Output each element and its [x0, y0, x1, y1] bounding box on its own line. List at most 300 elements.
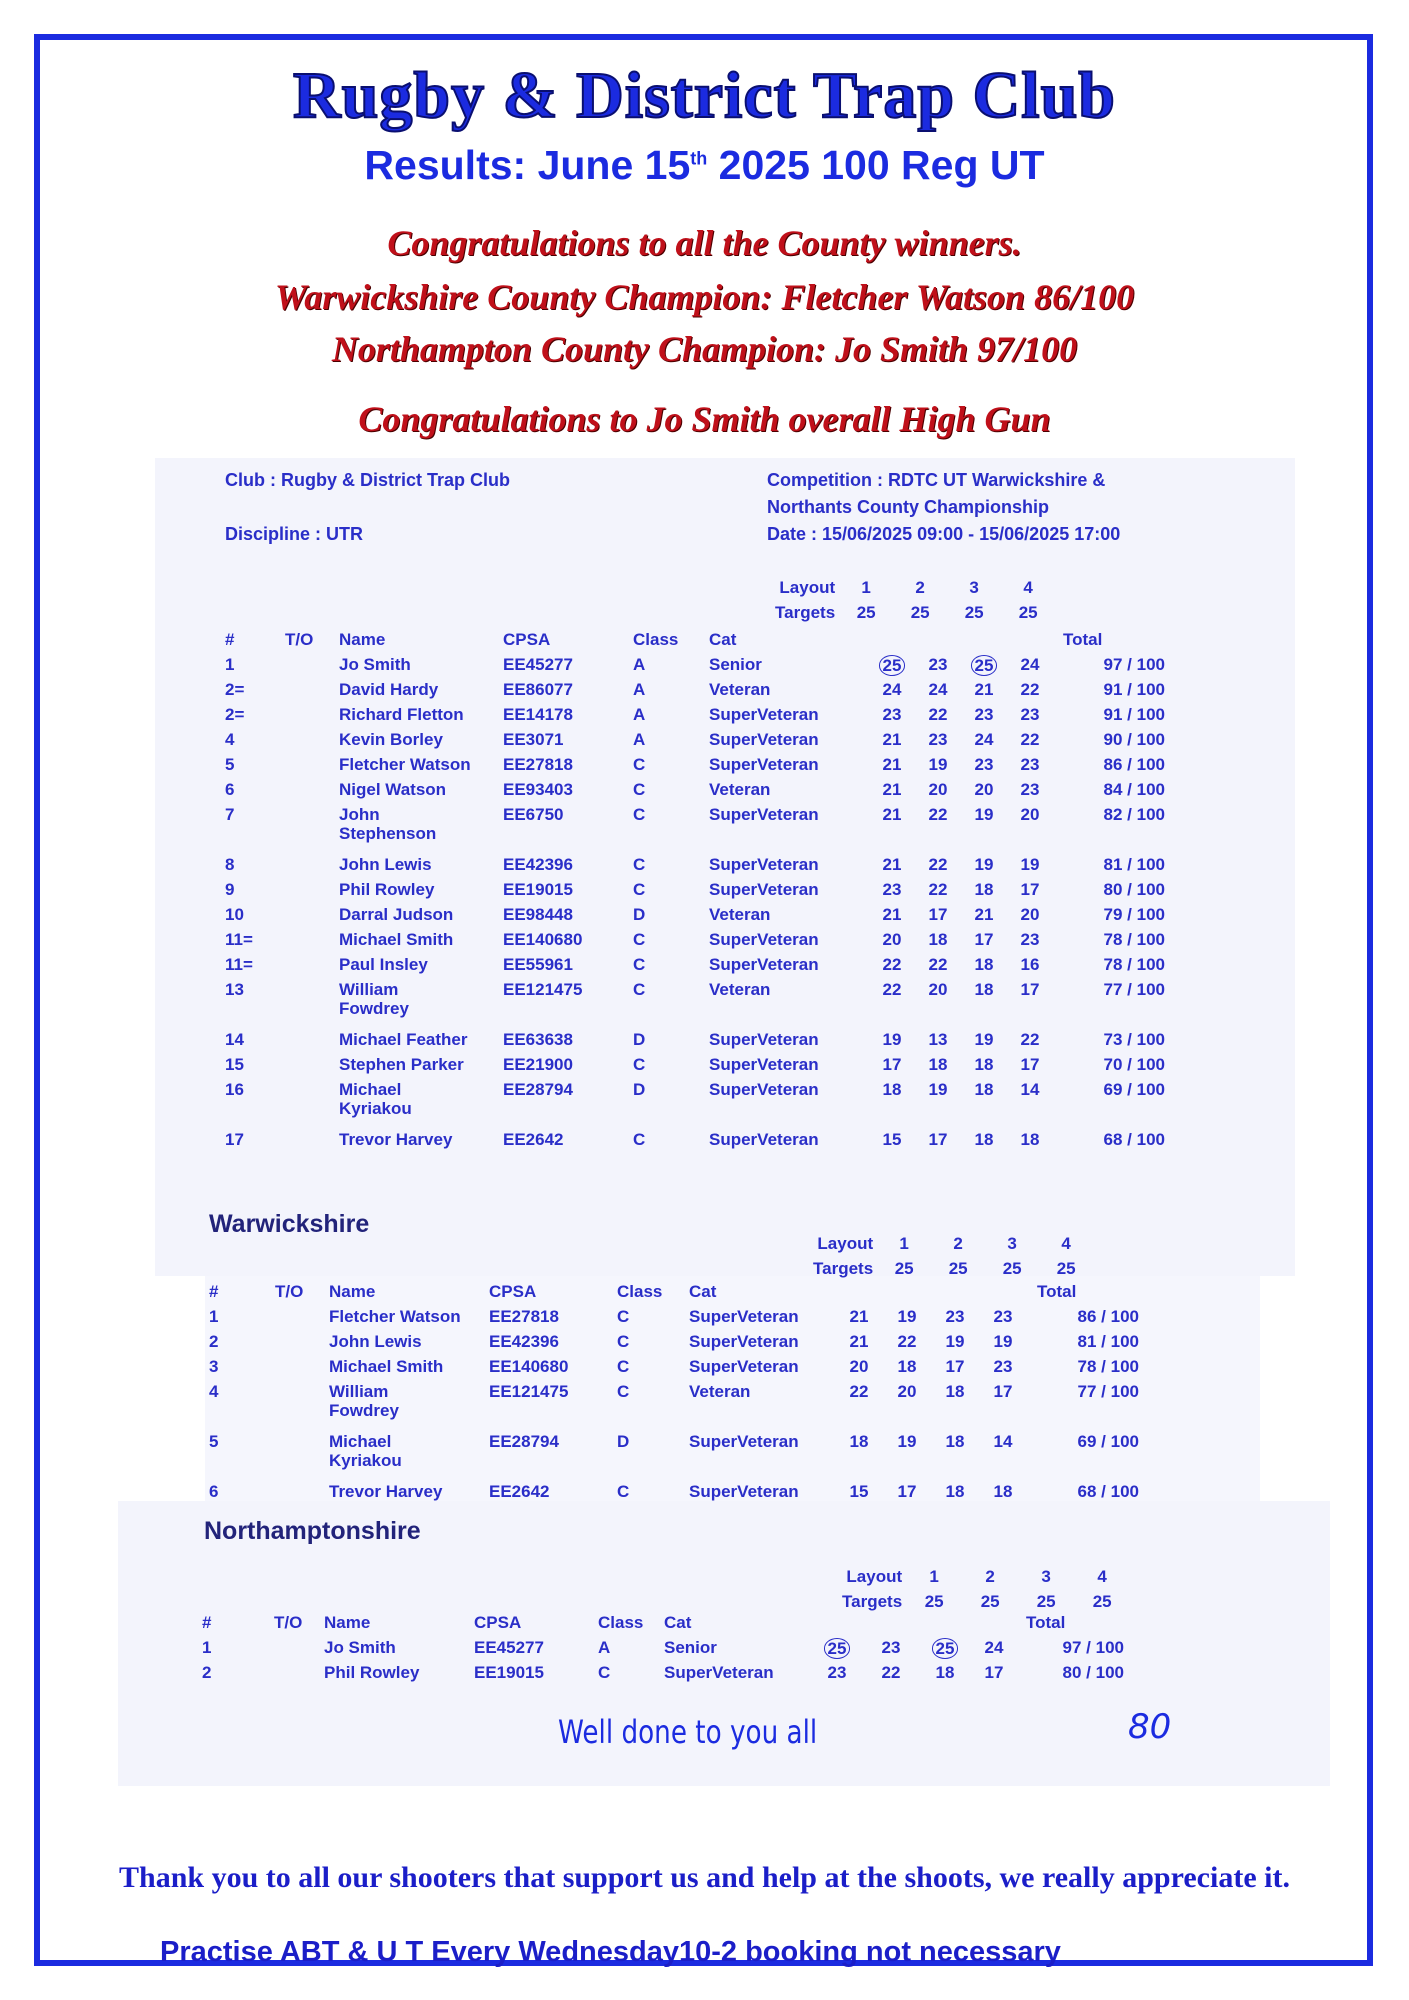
position-cell: 2= — [225, 705, 245, 724]
shooter-name: Jo Smith — [324, 1638, 396, 1657]
class-cell: C — [633, 855, 646, 874]
class-cell: C — [617, 1332, 630, 1351]
name-cell — [335, 1130, 499, 1155]
subtitle-event: 2025 100 Reg UT — [707, 142, 1045, 188]
total-cell: 80 / 100 — [1062, 1663, 1124, 1682]
class-cell: C — [633, 1055, 646, 1074]
total-cell: 90 / 100 — [1103, 730, 1165, 749]
table-row — [198, 1638, 1128, 1663]
class-cell: C — [633, 1130, 646, 1149]
table-row — [221, 880, 1169, 905]
to-cell — [271, 1332, 325, 1357]
score-layout-1: 23 — [882, 880, 902, 899]
overall-results-sheet — [155, 458, 1295, 1276]
position-cell: 6 — [209, 1482, 219, 1501]
to-cell — [281, 1130, 335, 1155]
cpsa-cell: EE140680 — [489, 1357, 569, 1376]
score-layout-1 — [810, 1638, 864, 1663]
col-position: # — [202, 1613, 212, 1632]
score-layout-1: 21 — [882, 905, 902, 924]
competition-label: Competition : RDTC UT Warwickshire & — [767, 470, 1106, 490]
table-row — [221, 1055, 1169, 1080]
category-cell: SuperVeteran — [709, 730, 819, 749]
shooter-name: Phil Rowley — [339, 880, 435, 899]
table-row — [221, 1130, 1169, 1155]
category-cell: Veteran — [689, 1382, 751, 1401]
table-row — [221, 855, 1169, 880]
score-layout-1: 21 — [882, 730, 902, 749]
score-layout-3: 19 — [974, 805, 994, 824]
col-total: Total — [1037, 1282, 1077, 1301]
score-layout-3 — [961, 655, 1007, 680]
northamptonshire-results-table — [198, 1613, 1128, 1688]
layout-3: 3 — [1041, 1567, 1051, 1586]
position-cell: 4 — [209, 1382, 219, 1401]
cpsa-cell: EE27818 — [503, 755, 573, 774]
layout-3: 3 — [969, 578, 979, 597]
cpsa-cell: EE27818 — [489, 1307, 559, 1326]
score-layout-2: 18 — [897, 1357, 917, 1376]
shooter-name: Kevin Borley — [339, 730, 443, 749]
targets-1: 25 — [856, 603, 876, 622]
to-cell — [281, 1055, 335, 1080]
thank-you-message: Thank you to all our shooters that support us and help at the shoots, we really appreciate it. — [119, 1861, 1290, 1894]
cpsa-cell: EE63638 — [503, 1030, 573, 1049]
name-cell — [335, 730, 499, 755]
to-cell — [281, 930, 335, 955]
score-layout-3: 23 — [945, 1307, 965, 1326]
position-cell: 1 — [225, 655, 235, 674]
score-layout-2: 23 — [928, 730, 948, 749]
to-cell — [281, 805, 335, 855]
score-layout-4: 23 — [993, 1307, 1013, 1326]
class-cell: C — [617, 1482, 630, 1501]
category-cell: Senior — [709, 655, 762, 674]
col-name: Name — [324, 1613, 371, 1632]
score-layout-1 — [869, 655, 915, 680]
to-cell — [281, 655, 335, 680]
score-layout-1: 18 — [882, 1080, 902, 1099]
score-layout-4: 22 — [1020, 1030, 1040, 1049]
total-cell: 84 / 100 — [1103, 780, 1165, 799]
class-cell: C — [633, 805, 646, 824]
category-cell: Veteran — [709, 680, 771, 699]
shooter-name: Paul Insley — [339, 955, 428, 974]
position-cell: 2= — [225, 680, 245, 699]
score-layout-4: 23 — [1020, 755, 1040, 774]
total-cell: 91 / 100 — [1103, 680, 1165, 699]
name-cell — [335, 880, 499, 905]
score-layout-3: 19 — [974, 855, 994, 874]
position-cell: 9 — [225, 880, 235, 899]
table-row — [221, 1080, 1169, 1130]
total-cell: 78 / 100 — [1103, 955, 1165, 974]
score-layout-3 — [918, 1638, 972, 1663]
cpsa-cell: EE2642 — [489, 1482, 550, 1501]
to-cell — [281, 955, 335, 980]
table-row — [205, 1432, 1143, 1482]
targets-label: Targets — [813, 1259, 874, 1278]
total-cell: 86 / 100 — [1103, 755, 1165, 774]
shooter-surname: Fowdrey — [339, 999, 409, 1018]
table-row — [221, 705, 1169, 730]
class-cell: C — [633, 780, 646, 799]
shooter-surname: Fowdrey — [329, 1401, 399, 1420]
northamptonshire-results-sheet — [118, 1501, 1330, 1786]
total-cell: 80 / 100 — [1103, 880, 1165, 899]
table-row — [221, 755, 1169, 780]
northamptonshire-layout-header — [838, 1567, 1130, 1617]
col-to: T/O — [285, 630, 314, 649]
col-to: T/O — [275, 1282, 304, 1301]
category-cell: SuperVeteran — [689, 1432, 799, 1451]
to-cell — [281, 1080, 335, 1130]
class-cell: C — [617, 1382, 630, 1401]
discipline-label: Discipline : UTR — [225, 524, 364, 544]
score-layout-2: 22 — [928, 855, 948, 874]
total-cell: 86 / 100 — [1077, 1307, 1139, 1326]
table-row — [198, 1663, 1128, 1688]
layout-1: 1 — [899, 1234, 909, 1253]
name-cell — [335, 955, 499, 980]
table-row — [221, 980, 1169, 1030]
score-layout-2: 17 — [928, 1130, 948, 1149]
name-cell — [335, 905, 499, 930]
to-cell — [271, 1357, 325, 1382]
score-layout-4: 19 — [1020, 855, 1040, 874]
targets-4: 25 — [1092, 1592, 1112, 1611]
position-cell: 2 — [202, 1663, 212, 1682]
col-class: Class — [633, 630, 679, 649]
score-layout-2: 18 — [928, 930, 948, 949]
to-cell — [281, 1030, 335, 1055]
position-cell: 10 — [225, 905, 244, 924]
score-layout-3: 18 — [935, 1663, 955, 1682]
name-cell — [325, 1357, 485, 1382]
cpsa-cell: EE2642 — [503, 1130, 564, 1149]
practise-schedule: Practise ABT & U T Every Wednesday10-2 booking not necessary — [160, 1936, 1061, 1968]
score-layout-1: 20 — [849, 1357, 869, 1376]
cpsa-cell: EE42396 — [503, 855, 573, 874]
total-cell: 82 / 100 — [1103, 805, 1165, 824]
score-layout-4: 17 — [1020, 880, 1040, 899]
score-layout-2: 23 — [928, 655, 948, 674]
shooter-name: Michael Feather — [339, 1030, 468, 1049]
class-cell: A — [633, 680, 646, 699]
layout-2: 2 — [953, 1234, 963, 1253]
warwickshire-results-sheet — [205, 1210, 1260, 1501]
class-cell: A — [633, 655, 646, 674]
to-cell — [271, 1382, 325, 1432]
position-cell: 8 — [225, 855, 235, 874]
score-layout-3: 19 — [974, 1030, 994, 1049]
name-cell — [325, 1382, 485, 1432]
category-cell: SuperVeteran — [709, 805, 819, 824]
overall-results-table — [221, 630, 1169, 1155]
col-name: Name — [329, 1282, 376, 1301]
layout-1: 1 — [861, 578, 871, 597]
class-cell: D — [633, 1080, 646, 1099]
class-cell: A — [633, 705, 646, 724]
to-cell — [270, 1638, 320, 1663]
shooter-name: Michael — [339, 1080, 402, 1099]
class-cell: D — [633, 905, 646, 924]
score-layout-4: 18 — [1020, 1130, 1040, 1149]
shooter-name: Darral Judson — [339, 905, 454, 924]
shooter-name: Michael Smith — [339, 930, 454, 949]
position-cell: 4 — [225, 730, 235, 749]
score-layout-3: 17 — [974, 930, 994, 949]
layout-3: 3 — [1007, 1234, 1017, 1253]
shooter-name: Fletcher Watson — [329, 1307, 461, 1326]
cpsa-cell: EE55961 — [503, 955, 573, 974]
name-cell — [335, 755, 499, 780]
category-cell: SuperVeteran — [664, 1663, 774, 1682]
score-layout-3: 18 — [974, 980, 994, 999]
total-cell: 77 / 100 — [1077, 1382, 1139, 1401]
score-layout-4: 20 — [1020, 905, 1040, 924]
total-cell: 97 / 100 — [1062, 1638, 1124, 1657]
layout-1: 1 — [929, 1567, 939, 1586]
table-row — [205, 1332, 1143, 1357]
congrats-county-winners: Congratulations to all the County winners. — [387, 223, 1022, 263]
category-cell: SuperVeteran — [709, 1030, 819, 1049]
position-cell: 14 — [225, 1030, 244, 1049]
category-cell: SuperVeteran — [709, 880, 819, 899]
score-layout-1: 18 — [849, 1432, 869, 1451]
total-cell: 68 / 100 — [1103, 1130, 1165, 1149]
to-cell — [281, 680, 335, 705]
score-layout-4: 23 — [1020, 930, 1040, 949]
targets-label: Targets — [775, 603, 836, 622]
name-cell — [335, 930, 499, 955]
name-cell — [335, 680, 499, 705]
score-layout-1: 15 — [882, 1130, 902, 1149]
position-cell: 13 — [225, 980, 244, 999]
score-layout-3: 21 — [974, 905, 994, 924]
high-gun-congrats: Congratulations to Jo Smith overall High Gun — [358, 399, 1051, 439]
table-row — [205, 1357, 1143, 1382]
score-layout-3: 17 — [945, 1357, 965, 1376]
shooter-name: Fletcher Watson — [339, 755, 471, 774]
cpsa-cell: EE45277 — [503, 655, 573, 674]
warwickshire-results-table — [205, 1282, 1143, 1507]
cpsa-cell: EE86077 — [503, 680, 573, 699]
score-layout-2: 20 — [928, 980, 948, 999]
total-cell: 69 / 100 — [1077, 1432, 1139, 1451]
class-cell: A — [598, 1638, 611, 1657]
cpsa-cell: EE98448 — [503, 905, 573, 924]
position-cell: 3 — [209, 1357, 219, 1376]
position-cell: 16 — [225, 1080, 244, 1099]
col-total: Total — [1063, 630, 1103, 649]
layout-label: Layout — [817, 1234, 874, 1253]
warwickshire-layout-header — [809, 1234, 1093, 1284]
class-cell: C — [598, 1663, 611, 1682]
layout-4: 4 — [1023, 578, 1033, 597]
cpsa-cell: EE45277 — [474, 1638, 544, 1657]
cpsa-cell: EE42396 — [489, 1332, 559, 1351]
score-layout-1: 21 — [882, 805, 902, 824]
shooter-name: John Lewis — [329, 1332, 422, 1351]
col-cpsa: CPSA — [474, 1613, 522, 1632]
category-cell: Veteran — [709, 905, 771, 924]
to-cell — [281, 755, 335, 780]
score-layout-1: 23 — [827, 1663, 847, 1682]
score-layout-1: 23 — [882, 705, 902, 724]
name-cell — [335, 1055, 499, 1080]
score-layout-3: 18 — [974, 1080, 994, 1099]
layout-targets-header — [771, 578, 1055, 628]
position-cell: 5 — [225, 755, 235, 774]
score-layout-2: 17 — [897, 1482, 917, 1501]
score-layout-4: 16 — [1020, 955, 1040, 974]
position-cell: 5 — [209, 1432, 219, 1451]
category-cell: SuperVeteran — [709, 1080, 819, 1099]
class-cell: A — [633, 730, 646, 749]
category-cell: SuperVeteran — [709, 930, 819, 949]
col-name: Name — [339, 630, 386, 649]
to-cell — [281, 780, 335, 805]
col-cat: Cat — [664, 1613, 692, 1632]
score-layout-3: 20 — [974, 780, 994, 799]
shooter-name: John — [339, 805, 380, 824]
club-title: Rugby & District Trap Club — [293, 59, 1116, 132]
cpsa-cell: EE14178 — [503, 705, 573, 724]
to-cell — [281, 905, 335, 930]
to-cell — [271, 1432, 325, 1482]
northamptonshire-title: Northamptonshire — [204, 1517, 421, 1545]
to-cell — [270, 1663, 320, 1688]
shooter-name: Trevor Harvey — [339, 1130, 453, 1149]
score-layout-1: 15 — [849, 1482, 869, 1501]
shooter-name: John Lewis — [339, 855, 432, 874]
table-row — [221, 955, 1169, 980]
score-layout-2: 19 — [897, 1432, 917, 1451]
score-layout-1: 17 — [882, 1055, 902, 1074]
position-cell: 15 — [225, 1055, 244, 1074]
score-layout-4: 18 — [993, 1482, 1013, 1501]
position-cell: 2 — [209, 1332, 219, 1351]
category-cell: SuperVeteran — [709, 755, 819, 774]
score-layout-4: 17 — [984, 1663, 1004, 1682]
score-layout-4: 23 — [1020, 780, 1040, 799]
cpsa-cell: EE6750 — [503, 805, 564, 824]
score-layout-3: 21 — [974, 680, 994, 699]
to-cell — [281, 855, 335, 880]
score-layout-2: 20 — [928, 780, 948, 799]
category-cell: SuperVeteran — [709, 1055, 819, 1074]
score-layout-2: 22 — [881, 1663, 901, 1682]
score-layout-4: 24 — [984, 1638, 1004, 1657]
name-cell — [325, 1332, 485, 1357]
table-row — [221, 730, 1169, 755]
shooter-surname: Kyriakou — [329, 1451, 402, 1470]
targets-2: 25 — [948, 1259, 968, 1278]
shooter-name: Trevor Harvey — [329, 1482, 443, 1501]
score-layout-1: 22 — [882, 980, 902, 999]
score-layout-1: 21 — [849, 1307, 869, 1326]
category-cell: SuperVeteran — [709, 1130, 819, 1149]
table-row — [221, 780, 1169, 805]
col-cpsa: CPSA — [503, 630, 551, 649]
cpsa-cell: EE3071 — [503, 730, 564, 749]
score-layout-1: 19 — [882, 1030, 902, 1049]
cpsa-cell: EE93403 — [503, 780, 573, 799]
position-cell: 17 — [225, 1130, 244, 1149]
score-layout-3: 18 — [974, 1130, 994, 1149]
score-layout-3: 18 — [945, 1482, 965, 1501]
class-cell: C — [633, 930, 646, 949]
score-layout-4: 17 — [993, 1382, 1013, 1401]
targets-3: 25 — [1036, 1592, 1056, 1611]
category-cell: Veteran — [709, 780, 771, 799]
shooter-name: Jo Smith — [339, 655, 411, 674]
targets-4: 25 — [1056, 1259, 1076, 1278]
total-cell: 91 / 100 — [1103, 705, 1165, 724]
shooter-name: Phil Rowley — [324, 1663, 420, 1682]
shooter-name: Michael Smith — [329, 1357, 444, 1376]
targets-2: 25 — [980, 1592, 1000, 1611]
position-cell: 7 — [225, 805, 235, 824]
score-layout-4: 14 — [993, 1432, 1013, 1451]
score-layout-2: 22 — [928, 805, 948, 824]
cpsa-cell: EE19015 — [474, 1663, 544, 1682]
to-cell — [281, 705, 335, 730]
score-layout-1: 24 — [882, 680, 902, 699]
score-layout-4: 22 — [1020, 730, 1040, 749]
table-header-row — [221, 630, 1169, 655]
score-layout-4: 17 — [1020, 980, 1040, 999]
circled-score: 25 — [971, 655, 998, 676]
shooter-surname: Stephenson — [339, 824, 437, 843]
score-layout-3: 18 — [945, 1432, 965, 1451]
col-class: Class — [598, 1613, 644, 1632]
results-subtitle — [0, 142, 1409, 189]
score-layout-3: 24 — [974, 730, 994, 749]
score-layout-2: 22 — [897, 1332, 917, 1351]
warwickshire-title: Warwickshire — [209, 1210, 370, 1238]
total-cell: 77 / 100 — [1103, 980, 1165, 999]
layout-2: 2 — [985, 1567, 995, 1586]
targets-2: 25 — [910, 603, 930, 622]
shooter-name: William — [339, 980, 399, 999]
targets-label: Targets — [842, 1592, 903, 1611]
score-layout-4: 19 — [993, 1332, 1013, 1351]
table-row — [205, 1307, 1143, 1332]
total-cell: 78 / 100 — [1077, 1357, 1139, 1376]
total-cell: 70 / 100 — [1103, 1055, 1165, 1074]
col-cat: Cat — [709, 630, 737, 649]
table-row — [221, 805, 1169, 855]
shooter-name: Nigel Watson — [339, 780, 447, 799]
position-cell: 1 — [202, 1638, 212, 1657]
cpsa-cell: EE121475 — [489, 1382, 569, 1401]
class-cell: C — [633, 955, 646, 974]
position-cell: 1 — [209, 1307, 219, 1326]
name-cell — [325, 1307, 485, 1332]
name-cell — [335, 655, 499, 680]
targets-3: 25 — [1002, 1259, 1022, 1278]
total-cell: 68 / 100 — [1077, 1482, 1139, 1501]
shooter-name: Michael — [329, 1432, 392, 1451]
score-layout-3: 18 — [974, 1055, 994, 1074]
score-layout-3: 18 — [974, 880, 994, 899]
score-layout-1: 21 — [882, 855, 902, 874]
category-cell: SuperVeteran — [709, 955, 819, 974]
to-cell — [281, 980, 335, 1030]
score-layout-3: 18 — [974, 955, 994, 974]
